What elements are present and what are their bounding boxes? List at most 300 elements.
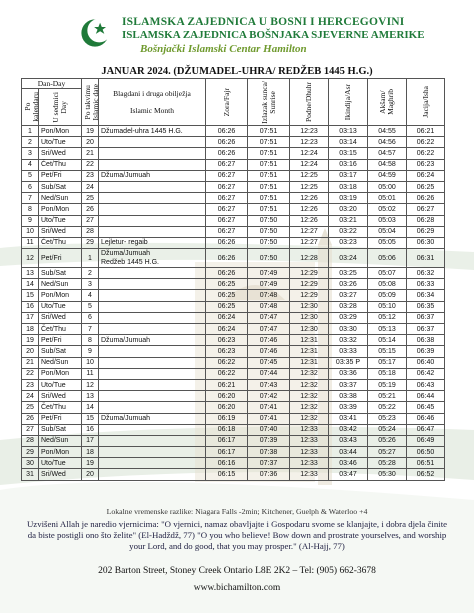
- cell-podne: 12:33: [290, 447, 329, 458]
- event-header-en: Islamic Month: [130, 106, 174, 115]
- cell-weekday: Pet/Fri: [39, 335, 82, 346]
- cell-aksam: 05:10: [368, 301, 407, 312]
- cell-day: 18: [22, 324, 39, 335]
- cell-event: [99, 193, 206, 204]
- cell-podne: 12:26: [290, 204, 329, 215]
- cell-hijri: 20: [82, 137, 99, 148]
- cell-podne: 12:28: [290, 249, 329, 268]
- cell-podne: 12:30: [290, 301, 329, 312]
- cell-izlazak: 07:36: [248, 469, 290, 480]
- cell-ikindija: 03:36: [329, 368, 368, 379]
- cell-event: [99, 346, 206, 357]
- header: [0, 6, 474, 58]
- cell-podne: 12:32: [290, 368, 329, 379]
- header-line-3: Bošnjački Islamski Centar Hamilton: [140, 43, 307, 55]
- cell-izlazak: 07:42: [248, 391, 290, 402]
- cell-event: [99, 435, 206, 446]
- cell-zora: 06:17: [206, 435, 248, 446]
- cell-hijri: 3: [82, 279, 99, 290]
- cell-podne: 12:27: [290, 237, 329, 248]
- cell-izlazak: 07:39: [248, 435, 290, 446]
- cell-zora: 06:24: [206, 324, 248, 335]
- podne-header: Podne/Dhuhr: [304, 82, 313, 122]
- cell-weekday: Uto/Tue: [39, 458, 82, 469]
- cell-jacija: 06:22: [407, 148, 445, 159]
- cell-jacija: 06:23: [407, 159, 445, 170]
- cell-jacija: 06:32: [407, 268, 445, 279]
- cell-event: Džuma/Jumuah: [99, 335, 206, 346]
- cell-ikindija: 03:13: [329, 126, 368, 137]
- cell-zora: 06:23: [206, 335, 248, 346]
- cell-izlazak: 07:47: [248, 324, 290, 335]
- cell-day: 24: [22, 391, 39, 402]
- cell-jacija: 06:39: [407, 346, 445, 357]
- cell-hijri: 12: [82, 379, 99, 390]
- cell-ikindija: 03:24: [329, 249, 368, 268]
- po-takvimu-header: Po takvimu Islamic date: [83, 83, 100, 121]
- cell-podne: 12:29: [290, 268, 329, 279]
- cell-day: 13: [22, 268, 39, 279]
- cell-event: [99, 324, 206, 335]
- ikindija-header: Ikindija/Asr: [343, 83, 352, 121]
- cell-hijri: 7: [82, 324, 99, 335]
- cell-day: 8: [22, 204, 39, 215]
- cell-ikindija: 03:29: [329, 312, 368, 323]
- cell-aksam: 05:13: [368, 324, 407, 335]
- cell-aksam: 05:02: [368, 204, 407, 215]
- header-line-2: ISLAMSKA ZAJEDNICA BOŠNJAKA SJEVERNE AMERIKE: [122, 29, 425, 41]
- cell-zora: 06:23: [206, 346, 248, 357]
- table-row: [22, 137, 445, 148]
- cell-aksam: 05:19: [368, 379, 407, 390]
- cell-weekday: Pon/Mon: [39, 126, 82, 137]
- cell-hijri: 28: [82, 226, 99, 237]
- cell-hijri: 4: [82, 290, 99, 301]
- cell-hijri: 21: [82, 148, 99, 159]
- header-line-1: ISLAMSKA ZAJEDNICA U BOSNI I HERCEGOVINI: [122, 16, 405, 28]
- cell-ikindija: 03:20: [329, 204, 368, 215]
- cell-hijri: 14: [82, 402, 99, 413]
- cell-podne: 12:26: [290, 193, 329, 204]
- cell-jacija: 06:33: [407, 279, 445, 290]
- cell-podne: 12:25: [290, 170, 329, 181]
- cell-podne: 12:31: [290, 346, 329, 357]
- cell-jacija: 06:31: [407, 249, 445, 268]
- cell-aksam: 05:08: [368, 279, 407, 290]
- cell-hijri: 24: [82, 181, 99, 192]
- cell-ikindija: 03:18: [329, 181, 368, 192]
- cell-zora: 06:26: [206, 237, 248, 248]
- cell-day: 21: [22, 357, 39, 368]
- cell-hijri: 1: [82, 249, 99, 268]
- cell-zora: 06:22: [206, 357, 248, 368]
- cell-aksam: 05:17: [368, 357, 407, 368]
- cell-event: [99, 402, 206, 413]
- cell-zora: 06:27: [206, 193, 248, 204]
- quran-quote: Uzvišeni Allah je naredio vjernicima: "O vjernici, namaz obavljajte i Gospodaru svome se klanjajte, i dobra djela činite da biste postigli ono što želite" (El-Hadždž, 77) "O you who believe! Bow down and prostrate yourselves, and worship your Lord, and do good, that you may prosper." (Al-Hajj, 77): [26, 519, 448, 551]
- table-row: [22, 159, 445, 170]
- cell-event: [99, 290, 206, 301]
- cell-podne: 12:33: [290, 469, 329, 480]
- cell-hijri: 20: [82, 469, 99, 480]
- table-row: [22, 312, 445, 323]
- cell-aksam: 05:24: [368, 424, 407, 435]
- cell-hijri: 10: [82, 357, 99, 368]
- cell-event: [99, 379, 206, 390]
- cell-day: 6: [22, 181, 39, 192]
- cell-jacija: 06:21: [407, 126, 445, 137]
- cell-hijri: 26: [82, 204, 99, 215]
- cell-aksam: 05:01: [368, 193, 407, 204]
- cell-jacija: 06:52: [407, 469, 445, 480]
- cell-event: Džuma/Jumuah: [99, 170, 206, 181]
- cell-event: [99, 181, 206, 192]
- cell-weekday: Sri/Wed: [39, 391, 82, 402]
- cell-zora: 06:26: [206, 268, 248, 279]
- cell-izlazak: 07:45: [248, 357, 290, 368]
- cell-event: Džuma/Jumuah Redžeb 1445 H.G.: [99, 249, 206, 268]
- table-row: [22, 204, 445, 215]
- cell-zora: 06:26: [206, 126, 248, 137]
- cell-aksam: 05:18: [368, 368, 407, 379]
- cell-day: 5: [22, 170, 39, 181]
- jacija-header: Jacija/Isha: [420, 86, 430, 118]
- aksam-header: Akšam/ Maghrib: [378, 89, 395, 115]
- cell-aksam: 05:27: [368, 447, 407, 458]
- cell-zora: 06:27: [206, 159, 248, 170]
- cell-podne: 12:32: [290, 391, 329, 402]
- cell-event: [99, 368, 206, 379]
- cell-weekday: Pet/Fri: [39, 170, 82, 181]
- cell-podne: 12:33: [290, 435, 329, 446]
- cell-aksam: 05:12: [368, 312, 407, 323]
- cell-hijri: 5: [82, 301, 99, 312]
- crescent-logo-icon: [78, 16, 112, 50]
- cell-ikindija: 03:37: [329, 379, 368, 390]
- table-row: [22, 424, 445, 435]
- cell-ikindija: 03:41: [329, 413, 368, 424]
- cell-weekday: Čet/Thu: [39, 324, 82, 335]
- cell-zora: 06:27: [206, 170, 248, 181]
- table-row: [22, 458, 445, 469]
- cell-zora: 06:24: [206, 312, 248, 323]
- cell-zora: 06:27: [206, 181, 248, 192]
- cell-aksam: 05:26: [368, 435, 407, 446]
- cell-aksam: 05:03: [368, 215, 407, 226]
- cell-ikindija: 03:22: [329, 226, 368, 237]
- cell-izlazak: 07:43: [248, 379, 290, 390]
- table-row: [22, 335, 445, 346]
- cell-izlazak: 07:50: [248, 249, 290, 268]
- cell-event: [99, 268, 206, 279]
- cell-zora: 06:22: [206, 368, 248, 379]
- address: 202 Barton Street, Stoney Creek Ontario L8E 2K2 – Tel: (905) 662-3678: [98, 566, 376, 576]
- cell-jacija: 06:29: [407, 226, 445, 237]
- cell-day: 15: [22, 290, 39, 301]
- cell-izlazak: 07:37: [248, 458, 290, 469]
- cell-weekday: Sri/Wed: [39, 469, 82, 480]
- cell-izlazak: 07:50: [248, 226, 290, 237]
- cell-event: [99, 226, 206, 237]
- cell-izlazak: 07:50: [248, 215, 290, 226]
- cell-weekday: Sri/Wed: [39, 312, 82, 323]
- cell-weekday: Sub/Sat: [39, 424, 82, 435]
- cell-day: 26: [22, 413, 39, 424]
- cell-zora: 06:18: [206, 424, 248, 435]
- cell-zora: 06:25: [206, 290, 248, 301]
- cell-event: [99, 204, 206, 215]
- table-row: [22, 402, 445, 413]
- cell-ikindija: 03:21: [329, 215, 368, 226]
- cell-hijri: 18: [82, 447, 99, 458]
- table-row: [22, 391, 445, 402]
- cell-weekday: Pon/Mon: [39, 204, 82, 215]
- cell-izlazak: 07:51: [248, 193, 290, 204]
- cell-day: 16: [22, 301, 39, 312]
- cell-day: 3: [22, 148, 39, 159]
- cell-jacija: 06:47: [407, 424, 445, 435]
- cell-jacija: 06:40: [407, 357, 445, 368]
- cell-izlazak: 07:51: [248, 181, 290, 192]
- time-difference-note: Lokalne vremenske razlike: Niagara Falls -2min; Kitchener, Guelph & Waterloo +4: [106, 507, 368, 516]
- cell-podne: 12:32: [290, 413, 329, 424]
- cell-ikindija: 03:42: [329, 424, 368, 435]
- cell-weekday: Ned/Sun: [39, 357, 82, 368]
- cell-ikindija: 03:16: [329, 159, 368, 170]
- cell-izlazak: 07:44: [248, 368, 290, 379]
- cell-podne: 12:29: [290, 279, 329, 290]
- cell-izlazak: 07:51: [248, 170, 290, 181]
- table-row: [22, 215, 445, 226]
- cell-hijri: 2: [82, 268, 99, 279]
- cell-aksam: 05:28: [368, 458, 407, 469]
- cell-podne: 12:27: [290, 226, 329, 237]
- prayer-times-table: [21, 78, 445, 481]
- cell-izlazak: 07:51: [248, 204, 290, 215]
- cell-izlazak: 07:51: [248, 137, 290, 148]
- cell-weekday: Ned/Sun: [39, 193, 82, 204]
- cell-zora: 06:15: [206, 469, 248, 480]
- cell-aksam: 05:15: [368, 346, 407, 357]
- cell-jacija: 06:37: [407, 324, 445, 335]
- cell-hijri: 11: [82, 368, 99, 379]
- cell-jacija: 06:25: [407, 181, 445, 192]
- cell-ikindija: 03:44: [329, 447, 368, 458]
- cell-day: 31: [22, 469, 39, 480]
- cell-ikindija: 03:23: [329, 237, 368, 248]
- cell-weekday: Čet/Thu: [39, 237, 82, 248]
- cell-ikindija: 03:35 P: [329, 357, 368, 368]
- cell-day: 17: [22, 312, 39, 323]
- cell-weekday: Sub/Sat: [39, 268, 82, 279]
- cell-podne: 12:24: [290, 148, 329, 159]
- cell-event: Džumadel-uhra 1445 H.G.: [99, 126, 206, 137]
- cell-day: 23: [22, 379, 39, 390]
- table-row: [22, 237, 445, 248]
- table-row: [22, 268, 445, 279]
- cell-weekday: Sri/Wed: [39, 148, 82, 159]
- cell-ikindija: 03:46: [329, 458, 368, 469]
- cell-jacija: 06:27: [407, 204, 445, 215]
- cell-weekday: Uto/Tue: [39, 215, 82, 226]
- cell-jacija: 06:51: [407, 458, 445, 469]
- table-row: [22, 435, 445, 446]
- cell-weekday: Čet/Thu: [39, 159, 82, 170]
- cell-jacija: 06:49: [407, 435, 445, 446]
- cell-podne: 12:23: [290, 137, 329, 148]
- cell-aksam: 05:23: [368, 413, 407, 424]
- cell-hijri: 29: [82, 237, 99, 248]
- cell-event: [99, 137, 206, 148]
- cell-izlazak: 07:48: [248, 301, 290, 312]
- cell-day: 2: [22, 137, 39, 148]
- cell-day: 7: [22, 193, 39, 204]
- cell-hijri: 23: [82, 170, 99, 181]
- cell-jacija: 06:30: [407, 237, 445, 248]
- cell-podne: 12:33: [290, 424, 329, 435]
- cell-day: 29: [22, 447, 39, 458]
- cell-day: 10: [22, 226, 39, 237]
- cell-aksam: 05:04: [368, 226, 407, 237]
- table-row: [22, 279, 445, 290]
- cell-izlazak: 07:49: [248, 268, 290, 279]
- cell-weekday: Pon/Mon: [39, 290, 82, 301]
- cell-jacija: 06:45: [407, 402, 445, 413]
- cell-event: [99, 357, 206, 368]
- cell-podne: 12:31: [290, 357, 329, 368]
- cell-weekday: Uto/Tue: [39, 301, 82, 312]
- cell-day: 30: [22, 458, 39, 469]
- table-row: [22, 357, 445, 368]
- u-sedmici-header: U sedmici Day: [51, 91, 68, 123]
- cell-hijri: 6: [82, 312, 99, 323]
- cell-aksam: 04:55: [368, 126, 407, 137]
- cell-izlazak: 07:41: [248, 402, 290, 413]
- cell-podne: 12:26: [290, 215, 329, 226]
- cell-event: Džuma/Jumuah: [99, 413, 206, 424]
- website-link[interactable]: www.bichamilton.com: [193, 583, 281, 593]
- cell-event: [99, 424, 206, 435]
- cell-podne: 12:32: [290, 379, 329, 390]
- cell-aksam: 05:06: [368, 249, 407, 268]
- izlazak-header: Izlazak sunca/ Sunrise: [259, 80, 277, 124]
- table-row: [22, 413, 445, 424]
- cell-hijri: 15: [82, 413, 99, 424]
- cell-event: [99, 312, 206, 323]
- cell-ikindija: 03:30: [329, 324, 368, 335]
- cell-podne: 12:29: [290, 290, 329, 301]
- cell-zora: 06:20: [206, 391, 248, 402]
- cell-aksam: 05:09: [368, 290, 407, 301]
- cell-aksam: 05:14: [368, 335, 407, 346]
- cell-hijri: 25: [82, 193, 99, 204]
- cell-jacija: 06:50: [407, 447, 445, 458]
- cell-weekday: Pet/Fri: [39, 249, 82, 268]
- cell-aksam: 05:21: [368, 391, 407, 402]
- cell-hijri: 16: [82, 424, 99, 435]
- table-row: [22, 193, 445, 204]
- cell-zora: 06:19: [206, 413, 248, 424]
- cell-jacija: 06:46: [407, 413, 445, 424]
- cell-jacija: 06:28: [407, 215, 445, 226]
- cell-event: [99, 148, 206, 159]
- table-row: [22, 301, 445, 312]
- cell-aksam: 05:05: [368, 237, 407, 248]
- cell-aksam: 04:59: [368, 170, 407, 181]
- cell-event: [99, 301, 206, 312]
- cell-ikindija: 03:14: [329, 137, 368, 148]
- table-row: [22, 170, 445, 181]
- cell-ikindija: 03:17: [329, 170, 368, 181]
- cell-podne: 12:30: [290, 324, 329, 335]
- cell-event: [99, 391, 206, 402]
- cell-podne: 12:31: [290, 335, 329, 346]
- cell-ikindija: 03:27: [329, 290, 368, 301]
- cell-hijri: 27: [82, 215, 99, 226]
- cell-day: 19: [22, 335, 39, 346]
- cell-day: 12: [22, 249, 39, 268]
- table-row: [22, 181, 445, 192]
- cell-day: 27: [22, 424, 39, 435]
- cell-event: Lejletur- regaib: [99, 237, 206, 248]
- cell-zora: 06:26: [206, 249, 248, 268]
- cell-event: [99, 215, 206, 226]
- cell-day: 22: [22, 368, 39, 379]
- cell-weekday: Uto/Tue: [39, 137, 82, 148]
- cell-zora: 06:26: [206, 137, 248, 148]
- cell-podne: 12:23: [290, 126, 329, 137]
- cell-jacija: 06:24: [407, 170, 445, 181]
- cell-izlazak: 07:40: [248, 424, 290, 435]
- cell-jacija: 06:35: [407, 301, 445, 312]
- cell-izlazak: 07:48: [248, 290, 290, 301]
- cell-event: [99, 279, 206, 290]
- dan-day-header: Dan-Day: [22, 79, 82, 89]
- cell-weekday: Uto/Tue: [39, 379, 82, 390]
- table-row: [22, 249, 445, 268]
- cell-hijri: 13: [82, 391, 99, 402]
- cell-ikindija: 03:26: [329, 279, 368, 290]
- cell-aksam: 04:57: [368, 148, 407, 159]
- cell-podne: 12:32: [290, 402, 329, 413]
- cell-podne: 12:25: [290, 181, 329, 192]
- cell-izlazak: 07:41: [248, 413, 290, 424]
- table-row: [22, 148, 445, 159]
- cell-day: 9: [22, 215, 39, 226]
- cell-day: 28: [22, 435, 39, 446]
- cell-jacija: 06:38: [407, 335, 445, 346]
- cell-weekday: Pon/Mon: [39, 447, 82, 458]
- cell-ikindija: 03:47: [329, 469, 368, 480]
- cell-event: [99, 447, 206, 458]
- cell-hijri: 8: [82, 335, 99, 346]
- cell-izlazak: 07:46: [248, 346, 290, 357]
- cell-podne: 12:33: [290, 458, 329, 469]
- cell-jacija: 06:34: [407, 290, 445, 301]
- cell-izlazak: 07:51: [248, 159, 290, 170]
- cell-weekday: Ned/Sun: [39, 279, 82, 290]
- cell-day: 1: [22, 126, 39, 137]
- table-row: [22, 368, 445, 379]
- cell-izlazak: 07:38: [248, 447, 290, 458]
- cell-izlazak: 07:46: [248, 335, 290, 346]
- cell-zora: 06:27: [206, 204, 248, 215]
- cell-ikindija: 03:19: [329, 193, 368, 204]
- cell-jacija: 06:22: [407, 137, 445, 148]
- table-row: [22, 469, 445, 480]
- cell-ikindija: 03:43: [329, 435, 368, 446]
- cell-hijri: 22: [82, 159, 99, 170]
